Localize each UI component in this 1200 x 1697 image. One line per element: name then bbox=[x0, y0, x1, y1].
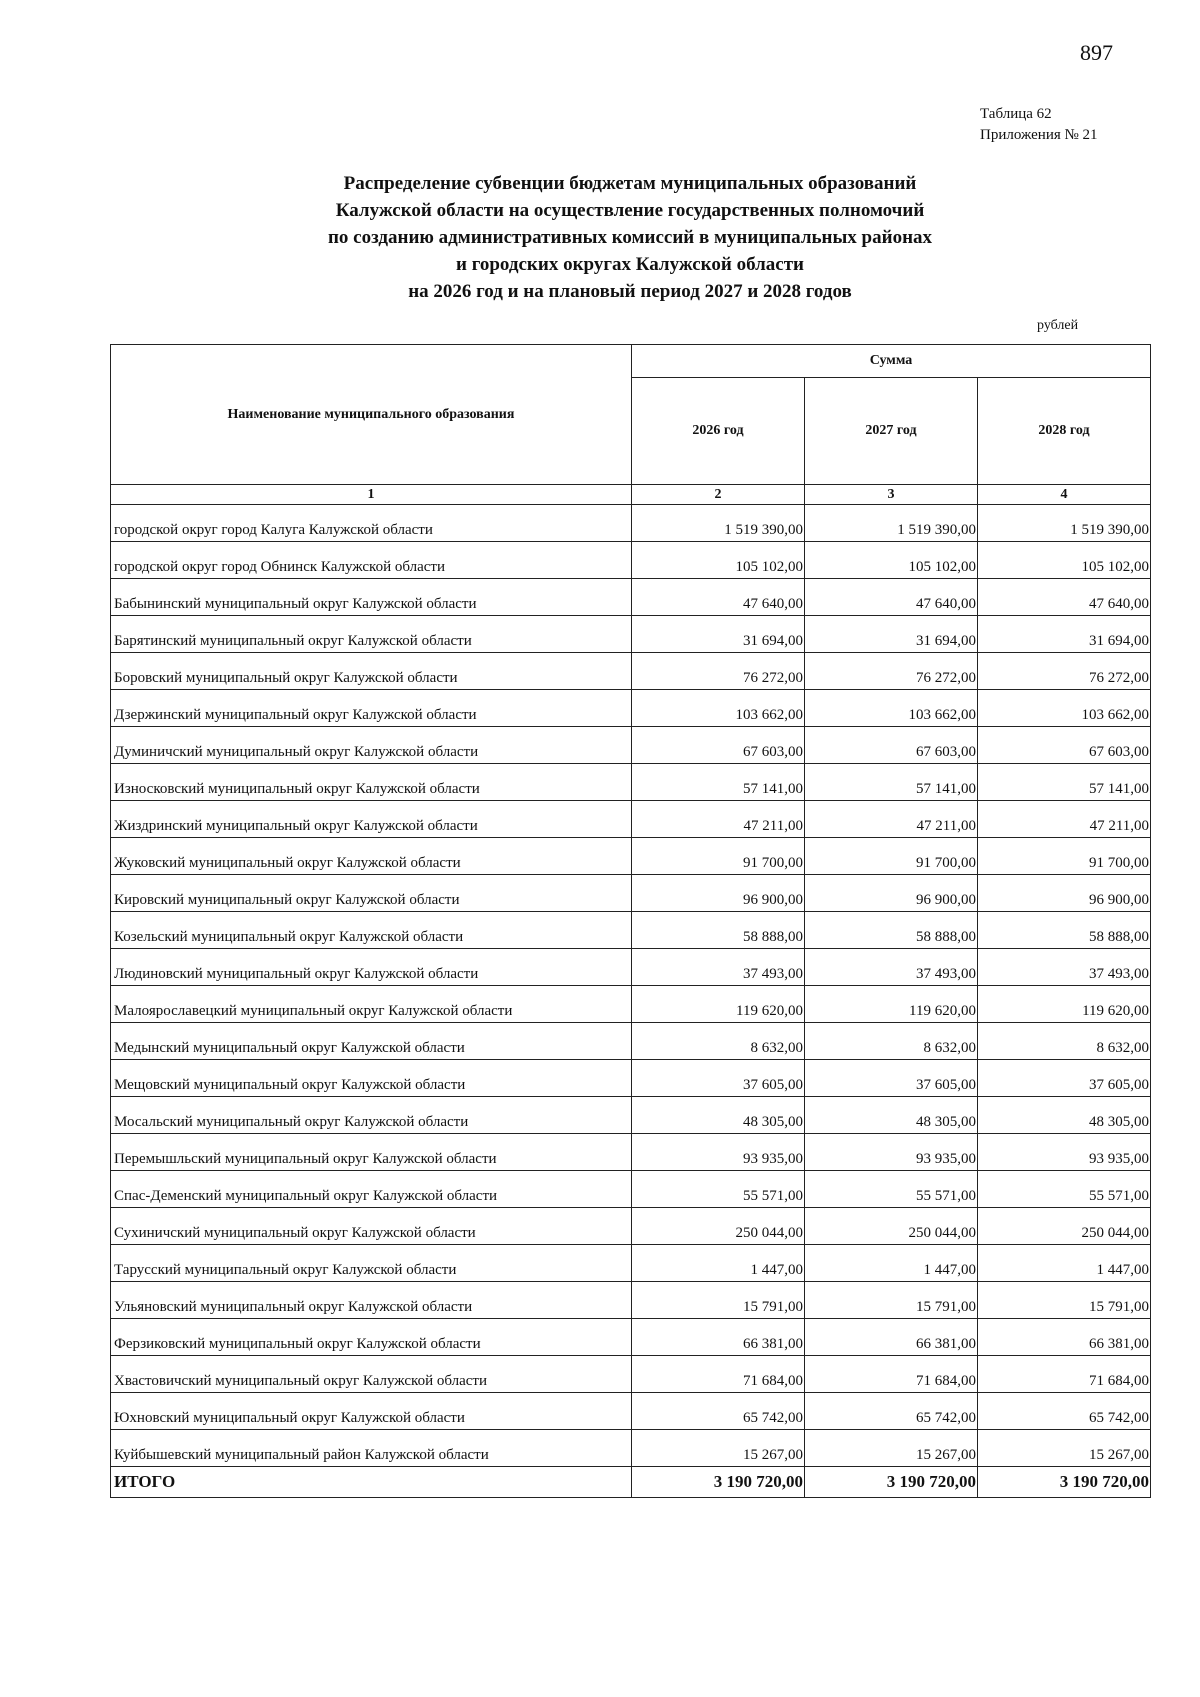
amount-2028: 15 791,00 bbox=[978, 1282, 1151, 1319]
amount-2026: 71 684,00 bbox=[632, 1356, 805, 1393]
municipality-name: Людиновский муниципальный округ Калужской области bbox=[111, 949, 632, 986]
header-name-column: Наименование муниципального образования bbox=[111, 345, 632, 485]
municipality-name: Малоярославецкий муниципальный округ Калужской области bbox=[111, 986, 632, 1023]
amount-2027: 119 620,00 bbox=[805, 986, 978, 1023]
table-row bbox=[111, 616, 1151, 653]
amount-2027: 15 267,00 bbox=[805, 1430, 978, 1467]
municipality-name: Мещовский муниципальный округ Калужской области bbox=[111, 1060, 632, 1097]
table-row bbox=[111, 1319, 1151, 1356]
municipality-name: Бабынинский муниципальный округ Калужской области bbox=[111, 579, 632, 616]
municipality-name: Жуковский муниципальный округ Калужской области bbox=[111, 838, 632, 875]
table-row bbox=[111, 1208, 1151, 1245]
municipality-name: Кировский муниципальный округ Калужской области bbox=[111, 875, 632, 912]
table-row bbox=[111, 653, 1151, 690]
amount-2028: 8 632,00 bbox=[978, 1023, 1151, 1060]
amount-2028: 93 935,00 bbox=[978, 1134, 1151, 1171]
amount-2027: 67 603,00 bbox=[805, 727, 978, 764]
title-line: и городских округах Калужской области bbox=[456, 254, 804, 275]
amount-2026: 48 305,00 bbox=[632, 1097, 805, 1134]
table-row bbox=[111, 838, 1151, 875]
header-sum: Сумма bbox=[632, 345, 1151, 378]
amount-2027: 37 493,00 bbox=[805, 949, 978, 986]
subvention-table bbox=[110, 344, 1151, 1498]
municipality-name: Жиздринский муниципальный округ Калужской области bbox=[111, 801, 632, 838]
amount-2028: 31 694,00 bbox=[978, 616, 1151, 653]
amount-2026: 65 742,00 bbox=[632, 1393, 805, 1430]
total-2027: 3 190 720,00 bbox=[805, 1467, 978, 1498]
title-line: по созданию административных комиссий в муниципальных районах bbox=[327, 227, 933, 248]
amount-2026: 66 381,00 bbox=[632, 1319, 805, 1356]
amount-2026: 37 605,00 bbox=[632, 1060, 805, 1097]
amount-2027: 76 272,00 bbox=[805, 653, 978, 690]
column-number: 3 bbox=[805, 485, 978, 505]
municipality-name: Хвастовичский муниципальный округ Калужской области bbox=[111, 1356, 632, 1393]
municipality-name: Барятинский муниципальный округ Калужской области bbox=[111, 616, 632, 653]
municipality-name: Спас-Деменский муниципальный округ Калужской области bbox=[111, 1171, 632, 1208]
amount-2027: 1 447,00 bbox=[805, 1245, 978, 1282]
total-2026: 3 190 720,00 bbox=[632, 1467, 805, 1498]
column-numbers-row bbox=[111, 485, 1151, 505]
amount-2028: 58 888,00 bbox=[978, 912, 1151, 949]
amount-2027: 37 605,00 bbox=[805, 1060, 978, 1097]
amount-2027: 250 044,00 bbox=[805, 1208, 978, 1245]
amount-2026: 105 102,00 bbox=[632, 542, 805, 579]
amount-2026: 119 620,00 bbox=[632, 986, 805, 1023]
municipality-name: Перемышльский муниципальный округ Калужской области bbox=[111, 1134, 632, 1171]
municipality-name: Юхновский муниципальный округ Калужской области bbox=[111, 1393, 632, 1430]
amount-2028: 76 272,00 bbox=[978, 653, 1151, 690]
column-number: 1 bbox=[111, 485, 632, 505]
amount-2028: 37 493,00 bbox=[978, 949, 1151, 986]
table-row bbox=[111, 949, 1151, 986]
amount-2027: 105 102,00 bbox=[805, 542, 978, 579]
amount-2027: 48 305,00 bbox=[805, 1097, 978, 1134]
amount-2028: 47 211,00 bbox=[978, 801, 1151, 838]
amount-2026: 1 447,00 bbox=[632, 1245, 805, 1282]
amount-2026: 1 519 390,00 bbox=[632, 505, 805, 542]
title-line: Распределение субвенции бюджетам муниципальных образований bbox=[343, 173, 917, 194]
column-number: 2 bbox=[632, 485, 805, 505]
municipality-name: Боровский муниципальный округ Калужской области bbox=[111, 653, 632, 690]
column-number: 4 bbox=[978, 485, 1151, 505]
amount-2027: 1 519 390,00 bbox=[805, 505, 978, 542]
amount-2026: 55 571,00 bbox=[632, 1171, 805, 1208]
table-row bbox=[111, 912, 1151, 949]
page-number: 897 bbox=[1080, 40, 1113, 65]
municipality-name: Ульяновский муниципальный округ Калужской области bbox=[111, 1282, 632, 1319]
amount-2026: 93 935,00 bbox=[632, 1134, 805, 1171]
table-row bbox=[111, 1356, 1151, 1393]
amount-2027: 96 900,00 bbox=[805, 875, 978, 912]
amount-2027: 57 141,00 bbox=[805, 764, 978, 801]
amount-2026: 15 267,00 bbox=[632, 1430, 805, 1467]
header-year-2026: 2026 год bbox=[632, 378, 805, 485]
amount-2026: 31 694,00 bbox=[632, 616, 805, 653]
total-label: ИТОГО bbox=[111, 1467, 632, 1498]
municipality-name: Думиничский муниципальный округ Калужской области bbox=[111, 727, 632, 764]
amount-2028: 96 900,00 bbox=[978, 875, 1151, 912]
table-row bbox=[111, 727, 1151, 764]
amount-2026: 76 272,00 bbox=[632, 653, 805, 690]
amount-2026: 47 211,00 bbox=[632, 801, 805, 838]
table-row bbox=[111, 1060, 1151, 1097]
title-line: Калужской области на осуществление государственных полномочий bbox=[335, 200, 925, 221]
table-row bbox=[111, 1245, 1151, 1282]
amount-2027: 103 662,00 bbox=[805, 690, 978, 727]
amount-2028: 48 305,00 bbox=[978, 1097, 1151, 1134]
municipality-name: Козельский муниципальный округ Калужской области bbox=[111, 912, 632, 949]
table-row bbox=[111, 1171, 1151, 1208]
amount-2027: 31 694,00 bbox=[805, 616, 978, 653]
amount-2027: 91 700,00 bbox=[805, 838, 978, 875]
municipality-name: Сухиничский муниципальный округ Калужской области bbox=[111, 1208, 632, 1245]
table-body bbox=[111, 505, 1151, 1467]
municipality-name: Куйбышевский муниципальный район Калужской области bbox=[111, 1430, 632, 1467]
amount-2027: 58 888,00 bbox=[805, 912, 978, 949]
amount-2028: 55 571,00 bbox=[978, 1171, 1151, 1208]
amount-2027: 47 211,00 bbox=[805, 801, 978, 838]
amount-2028: 105 102,00 bbox=[978, 542, 1151, 579]
amount-2027: 66 381,00 bbox=[805, 1319, 978, 1356]
amount-2027: 15 791,00 bbox=[805, 1282, 978, 1319]
amount-2026: 57 141,00 bbox=[632, 764, 805, 801]
amount-2028: 71 684,00 bbox=[978, 1356, 1151, 1393]
amount-2028: 57 141,00 bbox=[978, 764, 1151, 801]
table-row bbox=[111, 875, 1151, 912]
amount-2028: 1 519 390,00 bbox=[978, 505, 1151, 542]
table-row bbox=[111, 764, 1151, 801]
amount-2027: 65 742,00 bbox=[805, 1393, 978, 1430]
table-reference bbox=[980, 104, 1098, 146]
table-row bbox=[111, 505, 1151, 542]
table-row bbox=[111, 542, 1151, 579]
table-row bbox=[111, 579, 1151, 616]
header-year-2027: 2027 год bbox=[805, 378, 978, 485]
table-row bbox=[111, 1134, 1151, 1171]
municipality-name: Ферзиковский муниципальный округ Калужской области bbox=[111, 1319, 632, 1356]
table-row bbox=[111, 1393, 1151, 1430]
header-year-2028: 2028 год bbox=[978, 378, 1151, 485]
amount-2026: 15 791,00 bbox=[632, 1282, 805, 1319]
document-title bbox=[110, 170, 1150, 305]
amount-2027: 8 632,00 bbox=[805, 1023, 978, 1060]
municipality-name: Медынский муниципальный округ Калужской области bbox=[111, 1023, 632, 1060]
header-row bbox=[111, 345, 1151, 378]
table-row bbox=[111, 1282, 1151, 1319]
table-ref-line: Таблица 62 bbox=[980, 106, 1052, 122]
units-label: рублей bbox=[1037, 318, 1079, 333]
amount-2026: 103 662,00 bbox=[632, 690, 805, 727]
amount-2028: 1 447,00 bbox=[978, 1245, 1151, 1282]
table-ref-line: Приложения № 21 bbox=[980, 127, 1098, 143]
amount-2028: 15 267,00 bbox=[978, 1430, 1151, 1467]
amount-2028: 67 603,00 bbox=[978, 727, 1151, 764]
table-row bbox=[111, 801, 1151, 838]
amount-2028: 65 742,00 bbox=[978, 1393, 1151, 1430]
amount-2028: 91 700,00 bbox=[978, 838, 1151, 875]
total-row bbox=[111, 1467, 1151, 1498]
amount-2028: 250 044,00 bbox=[978, 1208, 1151, 1245]
amount-2026: 37 493,00 bbox=[632, 949, 805, 986]
amount-2027: 93 935,00 bbox=[805, 1134, 978, 1171]
municipality-name: Мосальский муниципальный округ Калужской области bbox=[111, 1097, 632, 1134]
amount-2026: 67 603,00 bbox=[632, 727, 805, 764]
table-row bbox=[111, 1430, 1151, 1467]
title-line: на 2026 год и на плановый период 2027 и 2028 годов bbox=[408, 281, 852, 302]
amount-2026: 96 900,00 bbox=[632, 875, 805, 912]
amount-2028: 119 620,00 bbox=[978, 986, 1151, 1023]
total-2028: 3 190 720,00 bbox=[978, 1467, 1151, 1498]
amount-2026: 8 632,00 bbox=[632, 1023, 805, 1060]
amount-2027: 71 684,00 bbox=[805, 1356, 978, 1393]
amount-2028: 47 640,00 bbox=[978, 579, 1151, 616]
municipality-name: Тарусский муниципальный округ Калужской области bbox=[111, 1245, 632, 1282]
municipality-name: городской округ город Калуга Калужской области bbox=[111, 505, 632, 542]
amount-2027: 55 571,00 bbox=[805, 1171, 978, 1208]
amount-2026: 91 700,00 bbox=[632, 838, 805, 875]
municipality-name: Износковский муниципальный округ Калужской области bbox=[111, 764, 632, 801]
amount-2027: 47 640,00 bbox=[805, 579, 978, 616]
table-row bbox=[111, 690, 1151, 727]
amount-2028: 37 605,00 bbox=[978, 1060, 1151, 1097]
amount-2026: 250 044,00 bbox=[632, 1208, 805, 1245]
municipality-name: городской округ город Обнинск Калужской области bbox=[111, 542, 632, 579]
table-row bbox=[111, 1097, 1151, 1134]
amount-2026: 47 640,00 bbox=[632, 579, 805, 616]
amount-2028: 66 381,00 bbox=[978, 1319, 1151, 1356]
table-row bbox=[111, 1023, 1151, 1060]
table-row bbox=[111, 986, 1151, 1023]
amount-2026: 58 888,00 bbox=[632, 912, 805, 949]
amount-2028: 103 662,00 bbox=[978, 690, 1151, 727]
municipality-name: Дзержинский муниципальный округ Калужской области bbox=[111, 690, 632, 727]
